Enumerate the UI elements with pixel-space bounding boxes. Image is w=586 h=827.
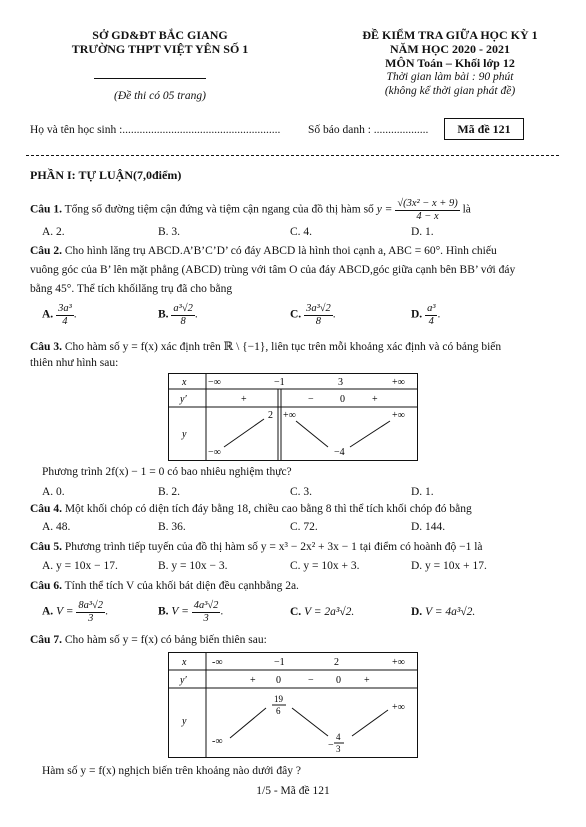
q3-x-val-0: −∞ (208, 377, 221, 388)
q3-sign-0: + (241, 394, 247, 405)
q7-sign-2: − (308, 675, 314, 686)
q3-x-label: x (182, 377, 187, 388)
q6-option-d-letter: D. (411, 606, 423, 618)
q1-option-b[interactable]: B. 3. (158, 226, 181, 238)
q6-option-c-letter: C. (290, 606, 302, 618)
pages-note: (Đề thi có 05 trang) (114, 90, 206, 102)
q7-arrow-up-2 (352, 710, 388, 736)
q6-label: Câu 6. (30, 580, 62, 592)
student-id-field[interactable]: Số báo danh : ................... (308, 124, 429, 136)
q5-text: Phương trình tiếp tuyến của đồ thị hàm số y = x³ − 2x² + 3x − 1 tại điểm có hoành độ −1 là (64, 541, 483, 553)
q7-variation-table (168, 652, 418, 758)
q3-option-d[interactable]: D. 1. (411, 486, 434, 498)
q3-x-val-1: −1 (274, 377, 285, 388)
exam-code-box: Mã đề 121 (444, 118, 524, 140)
q7-min-den: 3 (336, 744, 341, 754)
q5-option-a[interactable]: A. y = 10x − 17. (42, 560, 118, 572)
q4-option-a[interactable]: A. 48. (42, 521, 71, 533)
q2-option-d-letter: D. (411, 308, 423, 321)
q7-max-num: 19 (274, 694, 283, 704)
exam-subject: MÔN Toán – Khối lớp 12 (385, 56, 515, 70)
q6-option-a-letter: A. (42, 605, 54, 618)
q6-line (30, 580, 299, 592)
q3-label: Câu 3. (30, 341, 62, 353)
q6-option-b[interactable]: B. V = $\frac{\text{4a³√2}}{3}$ . (158, 600, 224, 624)
q7-min-num: 4 (336, 732, 341, 742)
q7-sign-3: 0 (336, 675, 341, 686)
q6-option-a[interactable]: A. V = $\frac{\text{8a³√2}}{3}$ . (42, 600, 108, 624)
q2-line-1 (30, 245, 497, 257)
q2-option-d-num: a³ (427, 303, 436, 314)
q5-line (30, 541, 483, 553)
q3-variation-table (168, 373, 418, 461)
q3-sign-2: 0 (340, 394, 345, 405)
q5-option-c[interactable]: C. y = 10x + 3. (290, 560, 360, 572)
q3-option-a[interactable]: A. 0. (42, 486, 65, 498)
q7-x-val-1: −1 (274, 657, 285, 668)
q6-option-b-num: 4a³√2 (193, 600, 219, 611)
q3-arrow-up-1 (224, 419, 264, 447)
q3-text-1: Cho hàm số y = f(x) xác định trên ℝ \ {−1}, liên tục trên mỗi khoảng xác định và có bảng biến (64, 341, 502, 353)
q7-y-label: y (182, 716, 187, 727)
q2-option-b[interactable]: B. $\frac{\text{a³√2}}{8}$ . (158, 303, 198, 327)
q6-option-d[interactable] (411, 606, 475, 618)
q6-option-b-den: 3 (203, 612, 209, 624)
q3-question: Phương trình 2f(x) − 1 = 0 có bao nhiêu nghiệm thực? (42, 466, 292, 478)
q3-y-label: y (182, 429, 187, 440)
q7-left: -∞ (212, 736, 223, 747)
q2-option-a-frac (56, 303, 74, 327)
q2-option-a-letter: A. (42, 308, 54, 321)
q3-sign-1: − (308, 394, 314, 405)
q2-option-a-num: 3a³ (58, 303, 72, 314)
q6-option-b-pre: V = (171, 605, 189, 618)
q7-x-val-3: +∞ (392, 657, 405, 668)
q2-option-c[interactable]: C. $\frac{\text{3a³√2}}{8}$ . (290, 303, 336, 327)
exam-year: NĂM HỌC 2020 - 2021 (390, 42, 510, 56)
q7-arrow-up-1 (230, 708, 266, 738)
header-rule (94, 78, 206, 79)
q6-option-b-frac (192, 600, 221, 624)
q6-option-d-value: V = 4a³√2. (425, 606, 476, 618)
q2-text-2: vuông góc của B’ lên mặt phẳng (ABCD) trùng với tâm O của đáy ABCD,góc giữa cạnh bên BB’ với đáy (30, 264, 516, 276)
q3-y-val-3: −∞ (208, 447, 221, 458)
q1-tail: là (462, 203, 471, 216)
exam-time: Thời gian làm bài : 90 phút (386, 71, 514, 83)
q7-text: Cho hàm số y = f(x) có bảng biến thiên sau: (64, 634, 267, 646)
q6-option-a-num: 8a³√2 (78, 600, 104, 611)
q1-func-lhs: y = (376, 203, 393, 216)
exam-time-note: (không kể thời gian phát đề) (384, 85, 516, 97)
q1-func-num: √(3x² − x + 9) (397, 198, 458, 209)
q3-y-val-0: 2 (268, 410, 273, 421)
q7-x-val-0: -∞ (212, 657, 223, 668)
q3-text-2: thiên như hình sau: (30, 357, 119, 369)
q4-text: Một khối chóp có diện tích đáy bằng 18, chiều cao bằng 8 thì thể tích khối chóp đó bằng (64, 503, 472, 515)
header-school: TRƯỜNG THPT VIỆT YÊN SỐ 1 (71, 42, 249, 56)
q2-option-a-den: 4 (62, 315, 68, 327)
q4-line (30, 503, 472, 515)
q7-x-val-2: 2 (334, 657, 339, 668)
q4-option-b[interactable]: B. 36. (158, 521, 186, 533)
q7-min-sign: − (328, 740, 334, 751)
q2-option-d-den: 4 (428, 315, 434, 327)
q6-option-c-value: V = 2a³√2. (304, 606, 355, 618)
page-footer: 1/5 - Mã đề 121 (256, 785, 330, 797)
q7-line (30, 634, 267, 646)
q2-option-d[interactable]: D. $\frac{\text{a³}}{4}$ . (411, 303, 441, 327)
q2-option-b-letter: B. (158, 308, 169, 321)
q1-line (30, 198, 471, 222)
q6-option-a-den: 3 (88, 612, 94, 624)
q6-text: Tính thể tích V của khối bát diện đều cạnhbằng 2a. (64, 580, 299, 592)
q5-option-b[interactable]: B. y = 10x − 3. (158, 560, 228, 572)
q2-option-d-frac (425, 303, 437, 327)
exam-title: ĐỀ KIỂM TRA GIỮA HỌC KỲ 1 (362, 28, 538, 42)
q1-label: Câu 1. (30, 203, 62, 216)
dashed-divider (26, 155, 560, 156)
q3-yp-label: y′ (180, 394, 187, 405)
q1-func-den: 4 − x (416, 210, 439, 222)
q1-option-d[interactable]: D. 1. (411, 226, 434, 238)
q6-option-b-letter: B. (158, 605, 169, 618)
q7-arrow-down (292, 708, 328, 736)
q3-line-1 (30, 339, 501, 353)
q2-text-3: bằng 45°. Thể tích khốilăng trụ đã cho bằng (30, 283, 233, 295)
q6-option-a-pre: V = (56, 605, 74, 618)
section-title: PHẦN I: TỰ LUẬN(7,0điểm) (30, 168, 182, 182)
q2-option-b-num: a³√2 (173, 303, 193, 314)
q3-option-c[interactable]: C. 3. (290, 486, 313, 498)
q3-arrow-down (296, 421, 328, 447)
q3-option-b[interactable]: B. 2. (158, 486, 181, 498)
q2-option-b-den: 8 (180, 315, 186, 327)
q7-sign-4: + (364, 675, 370, 686)
q5-label: Câu 5. (30, 541, 62, 553)
q3-y-val-1: +∞ (283, 410, 296, 421)
q2-option-c-letter: C. (290, 308, 302, 321)
q1-option-a[interactable]: A. 2. (42, 226, 65, 238)
header-dept: SỞ GD&ĐT BẮC GIANG (92, 28, 228, 42)
student-name-field[interactable]: Họ và tên học sinh :....................................................... (30, 124, 281, 136)
q2-text-1: Cho hình lăng trụ ABCD.A’B’C’D’ có đáy ABCD là hình thoi cạnh a, ABC = 60°. Hình chiếu (64, 245, 497, 257)
q3-x-val-2: 3 (338, 377, 343, 388)
q6-option-a-frac (76, 600, 105, 624)
q4-option-d[interactable]: D. 144. (411, 521, 446, 533)
q2-option-b-frac (171, 303, 194, 327)
q2-label: Câu 2. (30, 245, 62, 257)
q7-question: Hàm số y = f(x) nghịch biến trên khoảng nào dưới đây ? (42, 765, 301, 777)
q3-y-val-4: −4 (334, 447, 345, 458)
q4-option-c[interactable]: C. 72. (290, 521, 318, 533)
q7-sign-0: + (250, 675, 256, 686)
q4-label: Câu 4. (30, 503, 62, 515)
q7-max-den: 6 (276, 706, 281, 716)
q7-label: Câu 7. (30, 634, 62, 646)
q7-right: +∞ (392, 702, 405, 713)
q1-option-c[interactable]: C. 4. (290, 226, 313, 238)
q7-sign-1: 0 (276, 675, 281, 686)
q1-fraction (395, 198, 459, 222)
q6-option-c[interactable] (290, 606, 354, 618)
q7-yp-label: y′ (180, 675, 187, 686)
q1-text: Tổng số đường tiệm cận đứng và tiệm cận ngang của đồ thị hàm số (64, 203, 374, 216)
q2-option-a[interactable]: A. $\frac{\text{3a³}}{4}$ . (42, 303, 77, 327)
q5-option-d[interactable]: D. y = 10x + 17. (411, 560, 487, 572)
q7-x-label: x (182, 657, 187, 668)
q3-x-val-3: +∞ (392, 377, 405, 388)
q2-option-c-den: 8 (315, 315, 322, 327)
q2-option-c-num: 3a³√2 (306, 303, 331, 314)
q3-y-val-2: +∞ (392, 410, 405, 421)
q2-option-c-frac (304, 303, 333, 327)
q3-arrow-up-2 (350, 421, 390, 447)
q3-sign-3: + (372, 394, 378, 405)
